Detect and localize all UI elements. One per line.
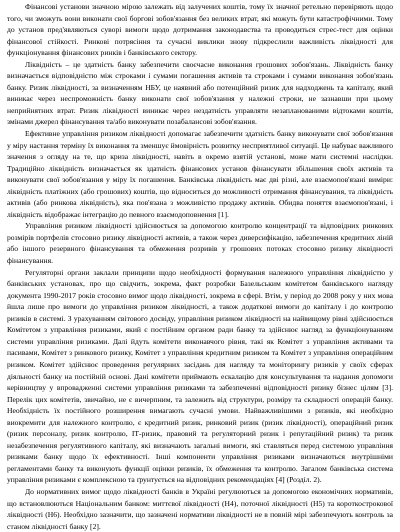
paragraph: Фінансові установи значною мірою залежать від залучених коштів, тому їх значної ретельно перевіряють щодо того, чи зможуть вони виконати свої боргові зобов'язання без великих втрат, які можуть бути катастрофічними. Тому до установ пред'являються суворі вимоги щодо дотримання законодавства та проводиться стрес-тест для оцінки фінансової стійкості. Ринкові потрясіння та сучасні виклики знову підкреслили важливість ліквідності для функціонування фінансових ринків і банківського сектору. xyxy=(7,2,393,58)
paragraph: Ефективне управління ризиком ліквідності допомагає забезпечити здатність банку виконувати свої зобов'язання у міру настання терміну їх виконання та зменшує ймовірність розвитку несприятливої ситуації. Це набуває важливого значення з огляду на те, що криза ліквідності, навіть в окремо взятій установі, може мати системні наслідки. Традиційно ліквідність визначається як здатність фінансових установ фінансувати збільшення своїх активів та виконувати свої зобов'язання у міру їх погашення. Банківська ліквідність має дві різні, але взаємопов'язані виміри: ліквідність платіжних (або грошових) коштів, що відноситься до можливості отримання фінансування, та ліквідність активів (або ринкова ліквідність), яка пов'язана з можливістю продажу активів. Обидва поняття взаємопов'язані, і ліквідність відображає інтеграцію до певного взаємодоповнення [1]. xyxy=(7,129,393,219)
paragraph: Ліквідність – це здатність банку забезпечити своєчасне виконання грошових зобов'язань. Ліквідність банку визначається відповідністю між строками і сумами погашення активів та строками і сумами виконання зобов'язань банку. Ризик ліквідності, за визначенням НБУ, це наявний або потенційний ризик для надходжень та капіталу, який виникає через неспроможність банку виконати свої зобов'язання у належні строки, не зазнавши при цьому неприйнятних втрат. Ризик ліквідності виникає через нездатність управляти незапланованими відтоками коштів, змінами джерел фінансування та/або виконувати позабалансові зобов'язання. xyxy=(7,59,393,127)
paragraph: Регуляторні органи заклали принципи щодо необхідності формування належного управління ліквідністю у банківських установах, про що свідчить, зокрема, факт розробки Базельським комітетом банківського нагляду документа 1990-2017 років стосовно вимог щодо ліквідності, зокрема в сфері. Втім, у період до 2008 року у них мова йшла лише про вимоги до управління ризиком ліквідності, а також додаткові вимоги до капіталу і до контролю ризиків в системі. З урахуванням світового досвіду, управління ризиком ліквідності на найвищому рівні здійснюється Комітетом з управління ризиками, який є постійним органом ради банку та здійснює нагляд за функціонуванням системи управління ризиками. Далі йдуть комітети виконавчого рівня, такі як Комітет з управління активами та пасивами, Комітет з ринкового ризику, Комітет з управління кредитним ризиком та Комітет з управління операційним ризиком. Комітет здійснює проведення регулярних засідань для нагляду та моніторингу ризиків у своїх сферах діяльності банку на постійній основі. Дані комітети приймають ескалацію для консультування та надання допомоги керівництву у впровадженні системи управління ризиками та забезпеченні відповідності ризику бізнес цілям [3]. Перелік цих комітетів, звичайно, не є вичерпним, та залежить від структури, розміру та складності операцій банку. Необхідність їх постійного розширення вимагають сучасні умови. Найважливішими з ризиків, які необхідно виокремити для належного контролю, є кредитний ризик, ринковий ризик (ризик ліквідності), операційний ризик (ризик персоналу, ризик контролю, ІТ-ризик, правовий та регуляторний ризик і репутаційний ризик) та ризик незабезпечення регулятивного капіталу, які визначають загальні вимоги, які ставляться перед системою управління ризиками банку щодо їх ефективності. Інші компоненти управління ризиками визначаються внутрішніми регламентами банку та виконують функції оцінки ризиків, їх обмеження та контролю. Загалом банківська система управління ризиками є комплексною та ґрунтується на відповідних рекомендаціях [4] (Розділ. 2). xyxy=(7,267,393,485)
paragraph: Управління ризиком ліквідності здійснюється за допомогою контролю концентрації та відповідних ринкових розмірів портфелів стосовно ризику ліквідності активів, а також через диверсифікацію, забезпечення кредитних ліній або іншого резервного фінансування та обмеження розривів у грошових потоках стосовно ризику ліквідності фінансування. xyxy=(7,221,393,266)
paragraph: До нормативних вимог щодо ліквідності банків в Україні регулюються за допомогою економічних нормативів, що встановлюються Національним банком: миттєвої ліквідності (Н4), поточної ліквідності (Н5) та короткострокової ліквідності (Н6). Необхідно зазначити, що зазначені нормативи ліквідності не в повній мірі забезпечують контроль за станом ліквідності банку [2]. xyxy=(7,486,393,531)
